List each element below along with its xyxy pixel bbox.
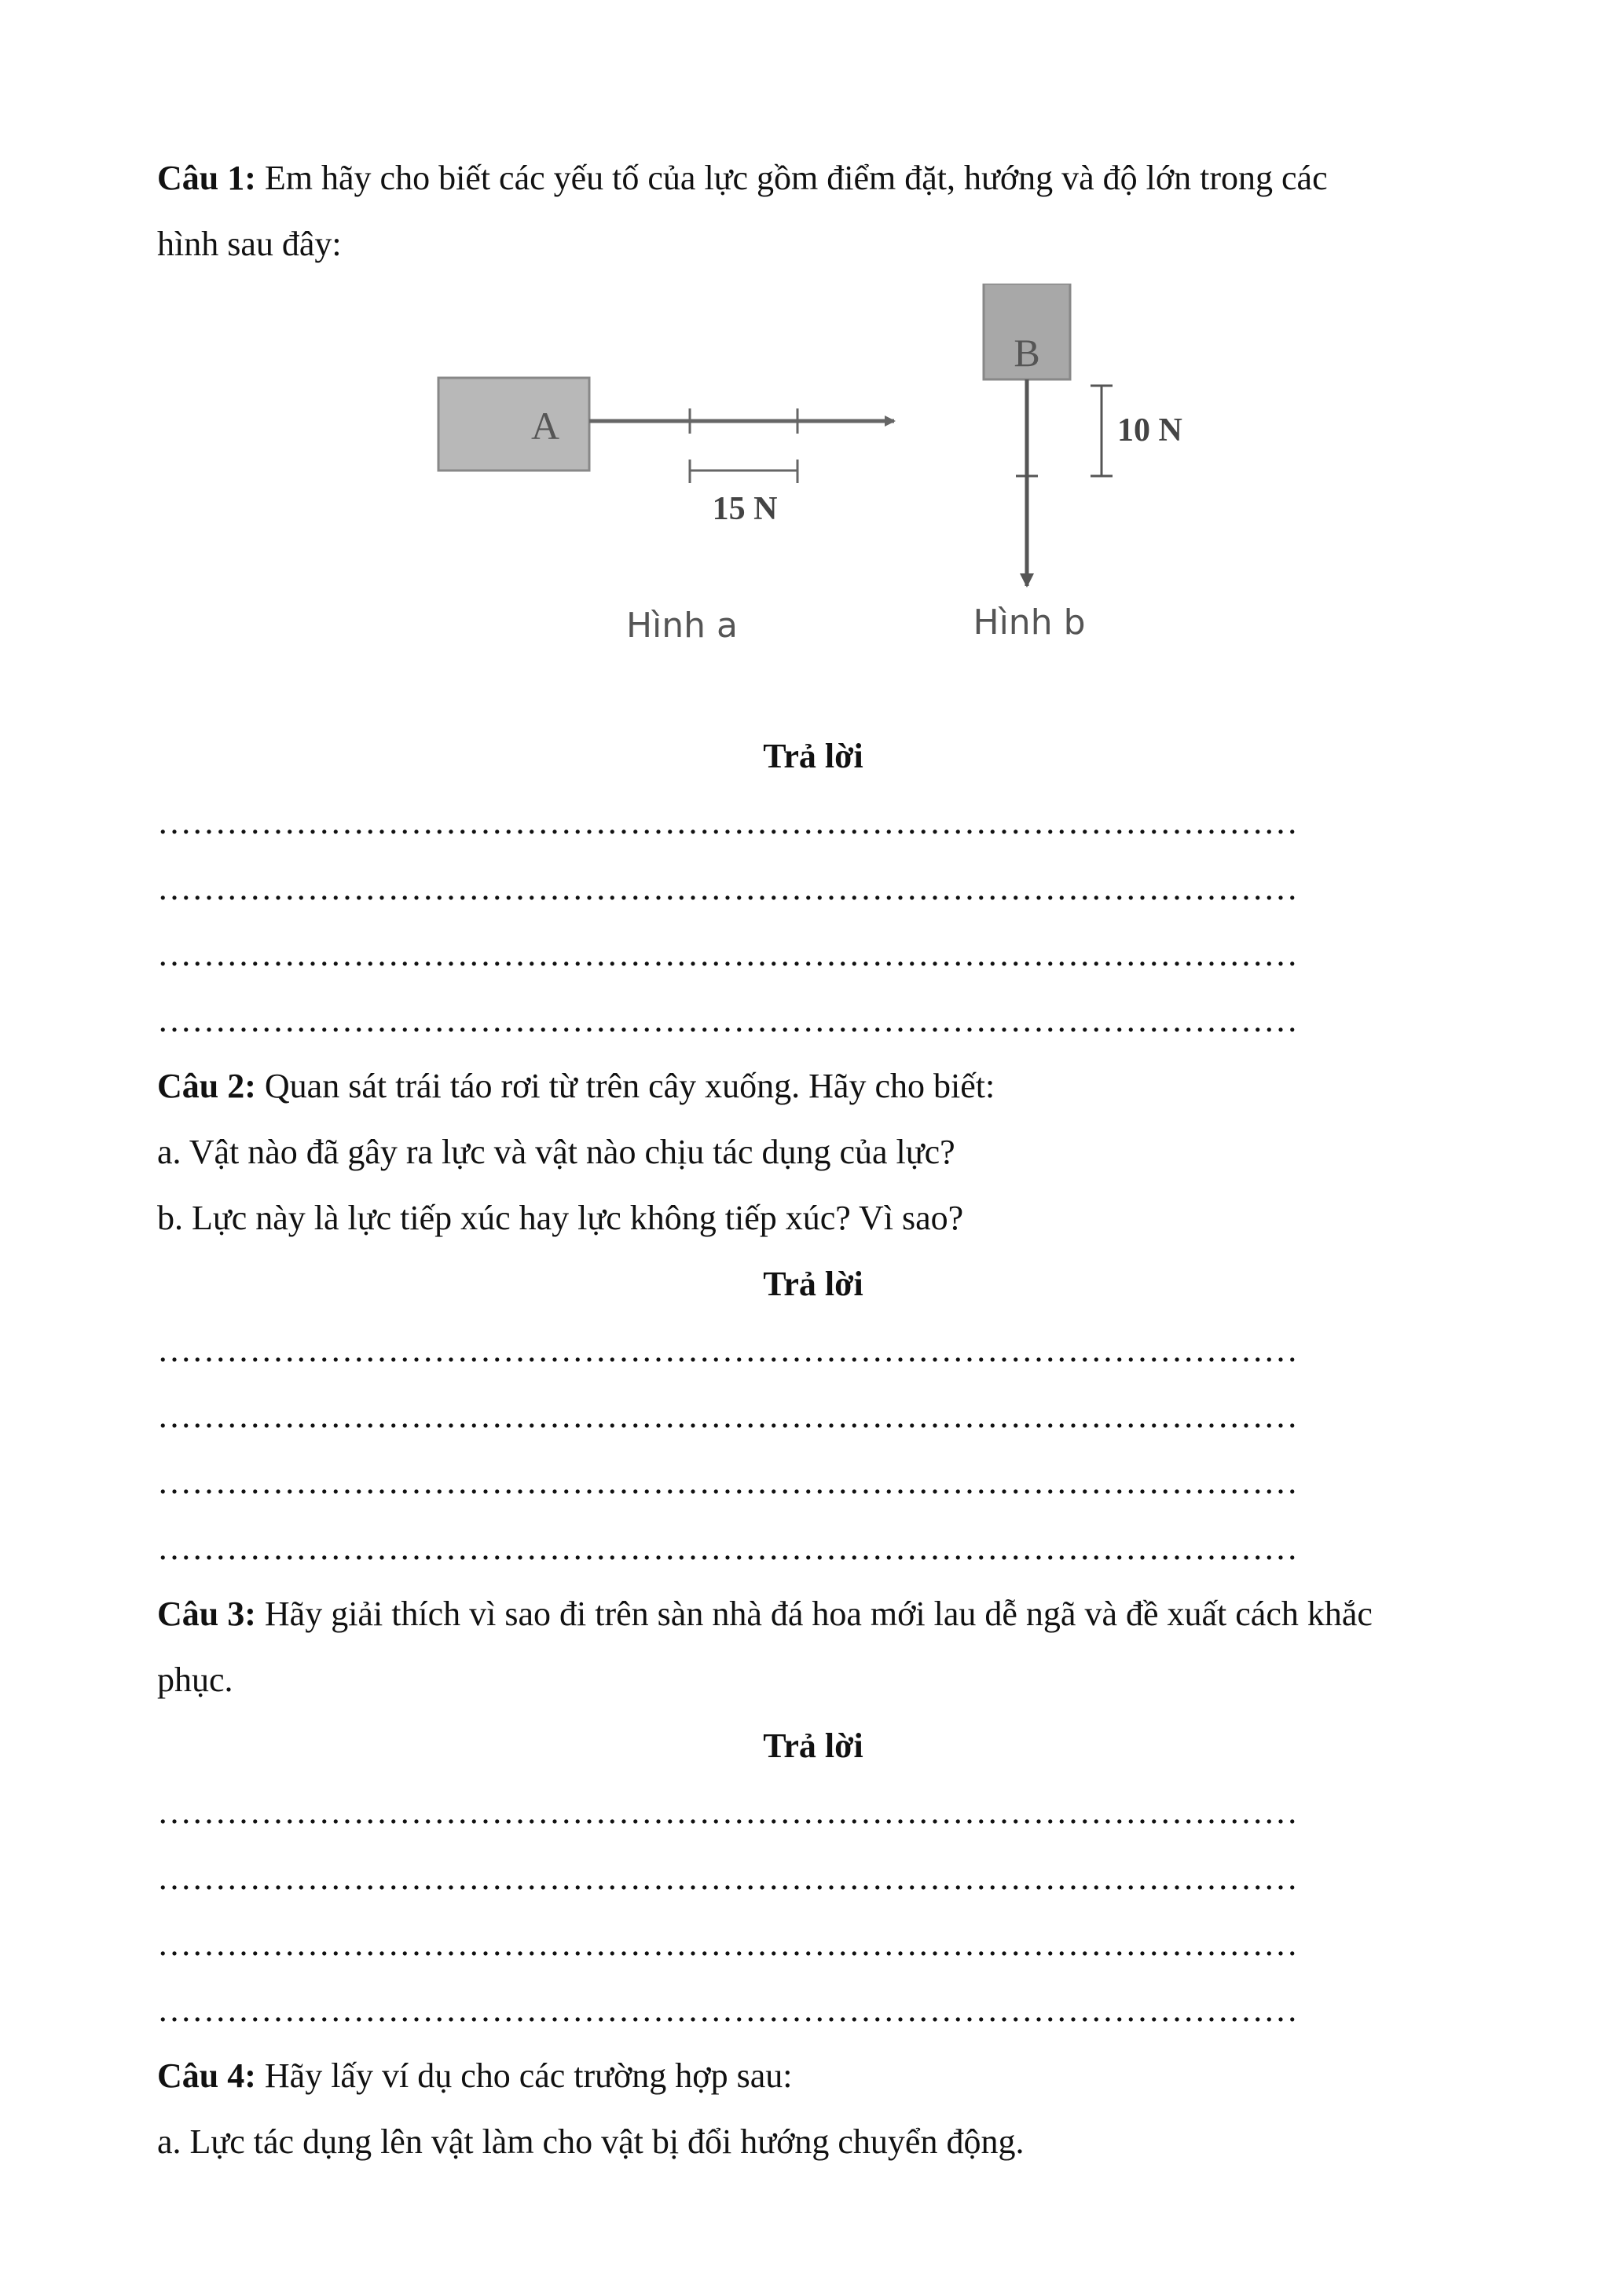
question-2-part-a: a. Vật nào đã gây ra lực và vật nào chịu tác dụng của lực? — [157, 1133, 955, 1171]
answer-3-line-4[interactable]: ……………………………………………………………………………………… — [157, 1990, 1298, 2029]
question-1-text-line2: hình sau đây: — [157, 225, 342, 263]
question-3 — [157, 1581, 1469, 1647]
box-a-letter: A — [530, 404, 560, 448]
question-2-part-b: b. Lực này là lực tiếp xúc hay lực không tiếp xúc? Vì sao? — [157, 1199, 964, 1237]
question-3-text-line2: phục. — [157, 1661, 233, 1699]
question-2 — [157, 1053, 1469, 1119]
question-4-text: Hãy lấy ví dụ cho các trường hợp sau: — [264, 2056, 793, 2095]
scale-a-label: 15 N — [712, 491, 778, 527]
answer-1-line-2[interactable]: ……………………………………………………………………………………… — [157, 869, 1298, 907]
question-2-text: Quan sát trái táo rơi từ trên cây xuống. Hãy cho biết: — [264, 1067, 995, 1105]
answer-3-line-3[interactable]: ……………………………………………………………………………………… — [157, 1924, 1298, 1963]
question-2-answer-title: Trả lời — [763, 1265, 863, 1303]
question-1-answer-title: Trả lời — [763, 737, 863, 775]
answer-1-line-4[interactable]: ……………………………………………………………………………………… — [157, 1001, 1298, 1039]
caption-b: Hình b — [973, 602, 1086, 643]
question-1-text-line1: Em hãy cho biết các yếu tố của lực gồm điểm đặt, hướng và độ lớn trong các — [264, 159, 1328, 197]
question-1-label: Câu 1: — [157, 159, 256, 197]
scale-b-label: 10 N — [1117, 412, 1182, 449]
question-3-text-line1: Hãy giải thích vì sao đi trên sàn nhà đá hoa mới lau dễ ngã và đề xuất cách khắc — [264, 1595, 1373, 1633]
force-figure — [157, 284, 1469, 723]
answer-2-line-4[interactable]: ……………………………………………………………………………………… — [157, 1529, 1298, 1567]
force-diagram — [157, 284, 1469, 723]
question-4 — [157, 2043, 1469, 2109]
caption-a: Hình a — [625, 606, 739, 646]
question-3-label: Câu 3: — [157, 1595, 256, 1633]
question-2-label: Câu 2: — [157, 1067, 256, 1105]
answer-3-line-1[interactable]: ……………………………………………………………………………………… — [157, 1792, 1298, 1831]
box-b-letter: B — [1014, 331, 1040, 375]
answer-2-line-2[interactable]: ……………………………………………………………………………………… — [157, 1397, 1298, 1435]
answer-3-line-2[interactable]: ……………………………………………………………………………………… — [157, 1858, 1298, 1897]
answer-2-line-1[interactable]: ……………………………………………………………………………………… — [157, 1331, 1298, 1369]
answer-1-line-1[interactable]: ……………………………………………………………………………………… — [157, 803, 1298, 841]
worksheet-content — [157, 145, 1469, 2175]
answer-1-line-3[interactable]: ……………………………………………………………………………………… — [157, 935, 1298, 973]
answer-2-line-3[interactable]: ……………………………………………………………………………………… — [157, 1463, 1298, 1501]
question-4-part-a: a. Lực tác dụng lên vật làm cho vật bị đổi hướng chuyển động. — [157, 2122, 1025, 2161]
question-3-answer-title: Trả lời — [763, 1727, 863, 1765]
box-a — [438, 378, 589, 471]
question-1 — [157, 145, 1469, 211]
question-4-label: Câu 4: — [157, 2056, 256, 2095]
